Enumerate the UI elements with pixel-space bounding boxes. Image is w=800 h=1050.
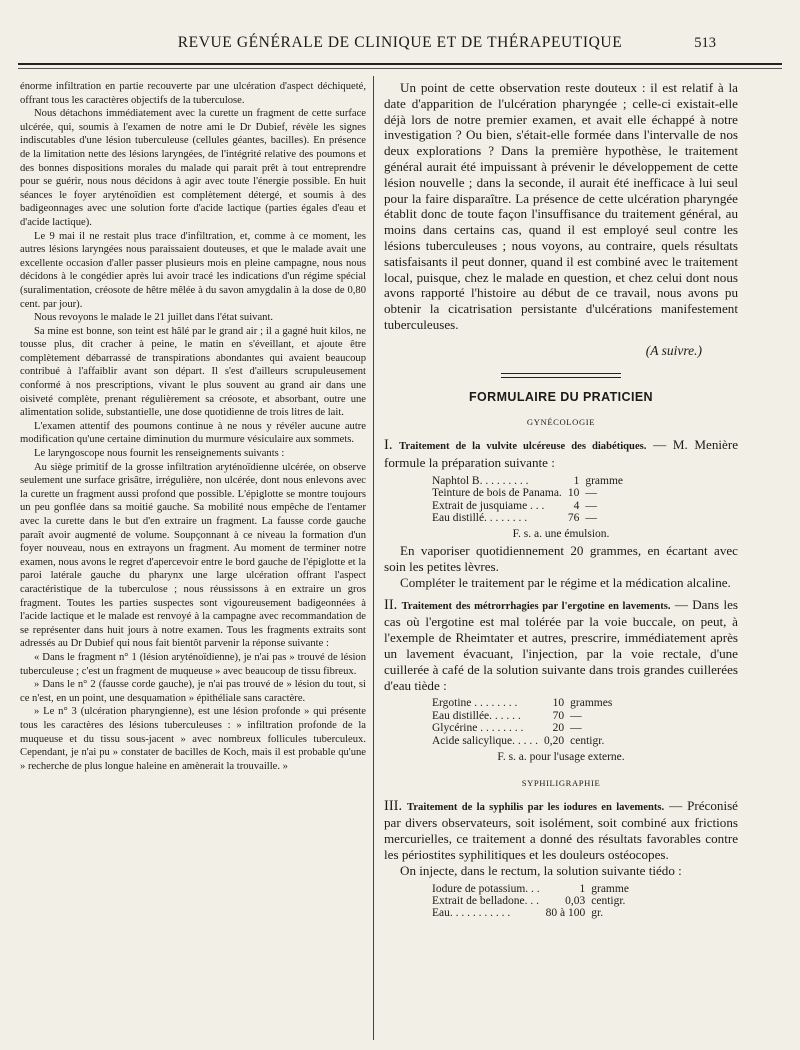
recipe-row xyxy=(432,500,629,512)
recipe-table xyxy=(432,883,635,920)
quantity: 10 xyxy=(552,697,565,710)
ingredient: Glycérine . . . . . . . . xyxy=(432,722,524,735)
quantity: 20 xyxy=(552,722,565,735)
ingredient: Ergotine . . . . . . . . xyxy=(432,697,518,710)
unit: gramme xyxy=(585,474,623,487)
formula-item xyxy=(384,437,738,471)
unit: grammes xyxy=(570,697,613,710)
recipe-row xyxy=(432,907,635,919)
ingredient: Eau distillé. . . . . . . . xyxy=(432,511,528,524)
unit: — xyxy=(570,722,582,735)
journal-title: REVUE GÉNÉRALE DE CLINIQUE ET DE THÉRAPEUTIQUE xyxy=(177,34,623,51)
formula-item xyxy=(384,597,738,694)
subsection-title: SYPHILIGRAPHIE xyxy=(521,777,601,788)
ingredient: Eau distillée. . . . . . xyxy=(432,709,521,722)
recipe-row xyxy=(432,710,618,722)
ingredient: Teinture de bois de Panama. xyxy=(432,487,562,500)
item-text: — Préconisé par divers observateurs, soit isolément, soit combiné aux frictions mercurielles, ce traitement a donné des résultats favorables contre les périostites syphilitiques et les douleurs ostéocopes. xyxy=(384,797,738,862)
header-rule-thin xyxy=(18,68,782,69)
paragraph: En vaporiser quotidiennement 20 grammes, en écartant avec soin les petites lèvres. xyxy=(384,543,738,574)
unit: — xyxy=(585,487,597,500)
paragraph: Compléter le traitement par le régime et la médication alcaline. xyxy=(400,574,731,590)
paragraph: L'examen attentif des poumons continue à ne nous y révéler aucune autre modification qu'une certaine diminution du murmure vésiculaire aux sommets. xyxy=(20,420,366,446)
paragraph: énorme infiltration en partie recouverte par une ulcération d'aspect déchiqueté, offrant tous les caractères objectifs de la tuberculose. xyxy=(20,81,366,106)
header-rule xyxy=(18,63,782,65)
quantity: 80 à 100 xyxy=(545,907,586,920)
paragraph: Nous détachons immédiatement avec la curette un fragment de cette surface ulcérée, qui, soumis à l'examen de notre ami le Dr Dubief, révèle les signes indiscutables d'une lésion tuberculeuse (cellules géantes, bacilles). En présence de la limitation nette des lésions laryngées, de l'intégrité relative des poumons et des bonnes dispositions morales du malade qui parait prêt à tout entreprendre pour se guérir, nous nous décidons à agir avec toute l'énergie possible. En huit séances le foyer aryténoïdien est complètement détergé, et soumis à des badigeonnages avec une solution forte d'acide lactique (parties égales d'eau et d'acide lactique). xyxy=(20,108,366,228)
recipe-row xyxy=(432,487,629,499)
item-title: Traitement de la syphilis par les iodures en lavements. xyxy=(407,801,665,813)
subsection-title: GYNÉCOLOGIE xyxy=(526,417,596,428)
quantity: 70 xyxy=(552,709,565,722)
left-column xyxy=(20,80,366,773)
unit: centigr. xyxy=(591,894,626,907)
recipe-table xyxy=(432,697,618,747)
ingredient: Extrait de belladone. . . xyxy=(432,894,539,907)
to-be-continued: (A suivre.) xyxy=(645,342,702,358)
paragraph: On injecte, dans le rectum, la solution suivante tiédo : xyxy=(400,862,682,878)
item-number: I. xyxy=(384,437,393,454)
paragraph: Un point de cette observation reste douteux : il est relatif à la date d'apparition de l'ulcération pharyngée ; celle-ci existait-elle déjà lors de notre premier examen, et avait elle échappé à notre investigation ? Ou bien, s'était-elle formée dans l'intervalle de nos deux explorations ? Dans la première hypothèse, le traitement général aurait été impuissant à prévenir le développement de cette lésion nouvelle ; dans la seconde, il aurait été inefficace à lui seul pour la faire disparaître. La présence de cette ulcération pharyngée établit donc de toute façon l'insuffisance du traitement général, au moins dans certains cas, quand il est employé seul contre les lésions tuberculeuses ; nous voyons, au contraire, quels résultats satisfaisants il peut donner, quand il est combiné avec le traitement local, puisque, chez le malade en question, et chez celui dont nous avons rapporté l'histoire au début de ce travail, nous avons pu obtenir la cicatrisation persistante d'ulcérations manifestement tuberculeuses. xyxy=(384,80,738,332)
ingredient: Eau. . . . . . . . . . . xyxy=(432,907,511,920)
section-divider xyxy=(501,373,621,378)
unit: gr. xyxy=(591,907,604,920)
page-number: 513 xyxy=(694,35,716,51)
unit: — xyxy=(570,709,582,722)
recipe-row xyxy=(432,475,629,487)
quantity: 1 xyxy=(579,882,586,895)
recipe-row xyxy=(432,735,618,747)
item-title: Traitement de la vulvite ulcéreuse des diabétiques. xyxy=(399,441,647,453)
recipe-row xyxy=(432,883,635,895)
ingredient: Naphtol B. . . . . . . . . xyxy=(432,474,529,487)
unit: centigr. xyxy=(570,734,605,747)
section-title: FORMULAIRE DU PRATICIEN xyxy=(469,389,653,404)
ingredient: Iodure de potassium. . . xyxy=(432,882,540,895)
item-text: — M. Menière formule la préparation suivante : xyxy=(384,437,738,470)
quantity: 0,03 xyxy=(565,894,586,907)
item-number: III. xyxy=(384,797,403,814)
preparation-note: F. s. a. pour l'usage externe. xyxy=(497,750,625,763)
quoted-report: » Le n° 3 (ulcération pharyngienne), est une lésion profonde » qui présente tous les caractères des lésions tuberculeuses : » infiltration profonde de la muqueuse et du tissu sous-jacent » avec nombreux follicules tuberculeux. Cependant, je n'ai pu » constater de bacilles de Koch, mais il est probable qu'une » recherche de plus longue haleine en amènerait la trouvaille. » xyxy=(20,706,366,772)
recipe-row xyxy=(432,722,618,734)
running-header xyxy=(18,26,782,62)
quantity: 1 xyxy=(573,474,580,487)
unit: gramme xyxy=(591,882,629,895)
recipe-table xyxy=(432,475,629,525)
right-column xyxy=(384,80,738,922)
unit: — xyxy=(585,511,597,524)
recipe-row xyxy=(432,895,635,907)
quantity: 4 xyxy=(573,499,580,512)
recipe-row xyxy=(432,512,629,524)
quantity: 10 xyxy=(567,487,580,500)
ingredient: Extrait de jusquiame . . . xyxy=(432,499,545,512)
paragraph: Le laryngoscope nous fournit les renseignements suivants : xyxy=(34,448,285,460)
unit: — xyxy=(585,499,597,512)
quantity: 76 xyxy=(567,511,580,524)
recipe-row xyxy=(432,697,618,709)
item-title: Traitement des métrorrhagies par l'ergotine en lavements. xyxy=(401,600,671,612)
paragraph: Le 9 mai il ne restait plus trace d'infiltration, et, comme à ce moment, les autres lésions laryngées nous paraissaient douteuses, et que le malade avait une excellente occasion d'aller passer plusieurs mois en pleine campagne, nous nous décidons à le congédier après lui avoir tracé les indications d'un régime spécial (suralimentation, créosote de hêtre mêlée à du savon amygdalin à la dose de 0,80 cent. par jour). xyxy=(20,230,366,310)
paragraph: Au siège primitif de la grosse infiltration aryténoïdienne ulcérée, on observe seulement une surface grisâtre, irrégulière, non ulcérée, dont nous enlevons avec la curette un fragment aussi profond que possible. L'épiglotte se montre toujours un peu gonflée dans sa moitié gauche. Sa mobilité nous empêche de l'entamer avec la curette dans le but d'en extraire un fragment. La fausse corde gauche paraît avoir augmenté de volume. Soupçonnant à ce niveau la formation d'un foyer nouveau, nous en extrayons un fragment. Au moment de terminer notre examen, nous avons le regret d'apercevoir entre le bord gauche de l'épiglotte et la paroi latérale gauche du pharynx une large ulcération offrant l'aspect caractéristique de la tuberculose ; nous réussissons à en extraire un gros fragment. Toutes les parties suspectes sont vigoureusement badigeonnées à l'acide lactique et le malade est renvoyé à la campagne avec recommandation de se représenter dans huit jours à notre examen. Tous les fragments extraits sont adressés au Dr Dubief qui nous fait bientôt parvenir la réponse suivante : xyxy=(20,461,366,650)
formula-item xyxy=(384,798,738,863)
paragraph: Sa mine est bonne, son teint est hâlé par le grand air ; il a gagné huit kilos, ne tousse plus, dit cracher à peine, le matin en s'éveillant, et ajoute être complètement débarrassé de transpirations abondantes qui avaient beaucoup contribué à l'affaiblir avant son départ. Il s'est d'ailleurs scrupuleusement conformé à nos prescriptions, vivant le plus souvent au grand air dans une oisiveté complète, prenant régulièrement sa créosote, et absorbant, outre une alimentation solide, substantielle, une dose quotidienne de trois litres de lait. xyxy=(20,325,366,419)
quoted-report: « Dans le fragment n° 1 (lésion aryténoïdienne), je n'ai pas » trouvé de lésion tuberculeuse ; c'est un fragment de muqueuse » avec beaucoup de tissu fibreux. xyxy=(20,651,366,677)
item-text: — Dans les cas où l'ergotine est mal tolérée par la voie buccale, on peut, à l'exemple de Rheimtater et autres, prescrire, immédiatement après un lavement évacuant, l'injection, par la voie rectale, d'une cuillerée à café de la solution suivante dans trois grandes cuillerées d'eau tiède : xyxy=(384,596,738,693)
paragraph: Nous revoyons le malade le 21 juillet dans l'état suivant. xyxy=(34,312,274,324)
column-divider xyxy=(373,76,374,1040)
preparation-note: F. s. a. une émulsion. xyxy=(512,528,610,541)
quantity: 0,20 xyxy=(544,734,565,747)
ingredient: Acide salicylique. . . . . xyxy=(432,734,539,747)
quoted-report: » Dans le n° 2 (fausse corde gauche), je n'ai pas trouvé de » lésion du tout, si ce n'est, en un point, une desquamation » épithéliale sans caractère. xyxy=(20,679,366,704)
item-number: II. xyxy=(384,596,398,613)
